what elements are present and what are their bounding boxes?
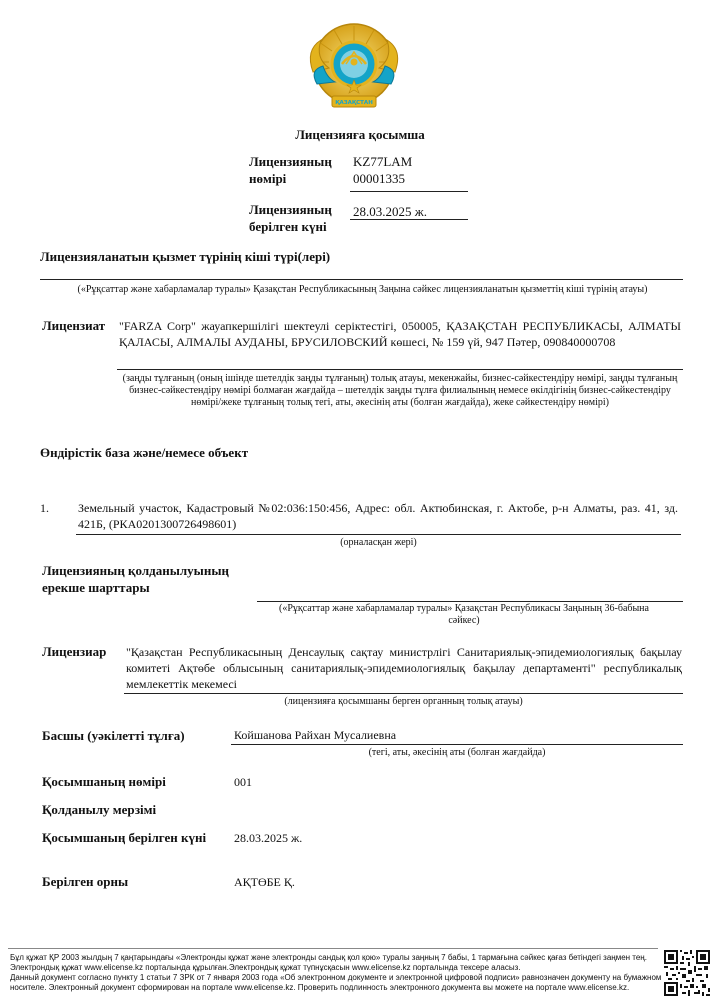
licensee-label: Лицензиат	[42, 318, 106, 333]
footer-line3: Данный документ согласно пункту 1 статьи 7 ЗРК от 7 января 2003 года «Об электронном документе и электронной цифровой подписи» равнозначен документу на бумажном	[10, 973, 662, 982]
license-number-line2: 00001335	[353, 171, 405, 186]
production-base-item-number: 1.	[40, 501, 49, 515]
production-base-caption: (орналасқан жері)	[340, 537, 417, 548]
special-conditions-heading: Лицензияның қолданылуының ерекше шарттары	[42, 563, 229, 595]
appendix-place-value: АҚТӨБЕ Қ.	[234, 875, 295, 889]
kazakhstan-state-emblem-icon	[299, 22, 409, 114]
footer-line4: носителе. Электронный документ сформирован на портале www.elicense.kz. Проверить подлинность электронного документа вы можете на портале www.elicense.kz.	[10, 983, 630, 992]
emblem-ribbon-text: ҚАЗАҚСТАН	[335, 100, 373, 106]
licensee-value: "FARZA Corp" жауапкершілігі шектеулі серіктестігі, 050005, ҚАЗАҚСТАН РЕСПУБЛИКАСЫ, АЛМАТЫ ҚАЛАСЫ, АЛМАЛЫ АУДАНЫ, БРУСИЛОВСКИЙ көшесі, № 159 үй, 947 Пәтер, 090840000708	[119, 319, 681, 349]
head-value: Койшанова Райхан Мусалиевна	[234, 728, 397, 742]
license-issue-date-label: Лицензияның берілген күні	[249, 202, 332, 234]
appendix-number-label: Қосымшаның нөмірі	[42, 774, 166, 789]
qr-code-icon	[664, 950, 710, 996]
head-underline	[231, 744, 683, 745]
appendix-number-value: 001	[234, 775, 252, 789]
footer-divider	[8, 948, 658, 949]
appendix-issue-date-value: 28.03.2025 ж.	[234, 831, 303, 845]
activity-caption: («Рұқсаттар және хабарламалар туралы» Қазақстан Республикасының Заңына сәйкес лицензияланатын қызметтің кіші түрінің атауы)	[77, 284, 648, 295]
appendix-validity-label: Қолданылу мерзімі	[42, 802, 157, 817]
licensor-underline	[124, 693, 683, 694]
licensee-underline	[117, 369, 683, 370]
production-base-underline	[76, 534, 681, 535]
licensor-label: Лицензиар	[42, 644, 107, 659]
head-label: Басшы (уәкілетті тұлға)	[42, 728, 185, 743]
special-conditions-underline	[257, 601, 683, 602]
special-conditions-caption: («Рұқсаттар және хабарламалар туралы» Қазақстан Республикасы Заңының 36-бабына сәйкес)	[279, 603, 649, 626]
footer-line1: Бұл құжат ҚР 2003 жылдың 7 қаңтарындағы «Электронды құжат және электронды сандық қол қою» туралы заңның 7 бабы, 1 тармағына сәйкес қағаз бетіндегі заңмен тең.	[10, 953, 647, 962]
licensee-caption: (заңды тұлғаның (оның ішінде шетелдік заңды тұлғаның) толық атауы, мекенжайы, бизнес-сәйкестендіру нөмірі, заңды тұлғаның бизнес-сәйкестендіру нөмірі болмаған жағдайда – шетелдік заңды тұлға филиалының немесе өкілдігінің бизнес-сәйкестендіру нөмірі/жеке тұлғаның толық тегі, аты, әкесінің аты (болған жағдайда), жеке сәйкестендіру нөмірі)	[122, 373, 678, 408]
license-issue-date-underline	[350, 219, 468, 220]
license-issue-date-value: 28.03.2025 ж.	[353, 204, 427, 219]
production-base-heading: Өндірістік база және/немесе объект	[40, 445, 249, 460]
footer-line2: Электрондық құжат www.elicense.kz порталында құрылған.Электрондық құжат түпнұсқасын www.elicense.kz порталында тексере аласыз.	[10, 963, 521, 972]
activity-heading: Лицензияланатын қызмет түрінің кіші түрі(лері)	[40, 249, 331, 264]
licensor-value: "Қазақстан Республикасының Денсаулық сақтау министрлігі Санитариялық-эпидемиологиялық бақылау комитеті Ақтөбе облысының санитариялық-эпидемиологиялық бақылау департаменті" республикалық мемлекеттік мекемесі	[126, 645, 682, 691]
license-number-line1: KZ77LAM	[353, 154, 413, 169]
production-base-item-text: Земельный участок, Кадастровый №02:036:150:456, Адрес: обл. Актюбинская, г. Актобе, р-н Алматы, раз. 41, зд. 421Б, (РКА0201300726498601)	[78, 501, 678, 531]
head-caption: (тегі, аты, әкесінің аты (болған жағдайда)	[368, 747, 546, 758]
license-number-underline	[350, 191, 468, 192]
page-title: Лицензияға қосымша	[295, 127, 425, 142]
licensor-caption: (лицензияға қосымшаны берген органның толық атауы)	[284, 696, 523, 707]
license-number-label: Лицензияның нөмірі	[249, 154, 332, 186]
appendix-place-label: Берілген орны	[42, 874, 129, 889]
activity-underline	[40, 279, 683, 280]
appendix-issue-date-label: Қосымшаның берілген күні	[42, 830, 207, 845]
